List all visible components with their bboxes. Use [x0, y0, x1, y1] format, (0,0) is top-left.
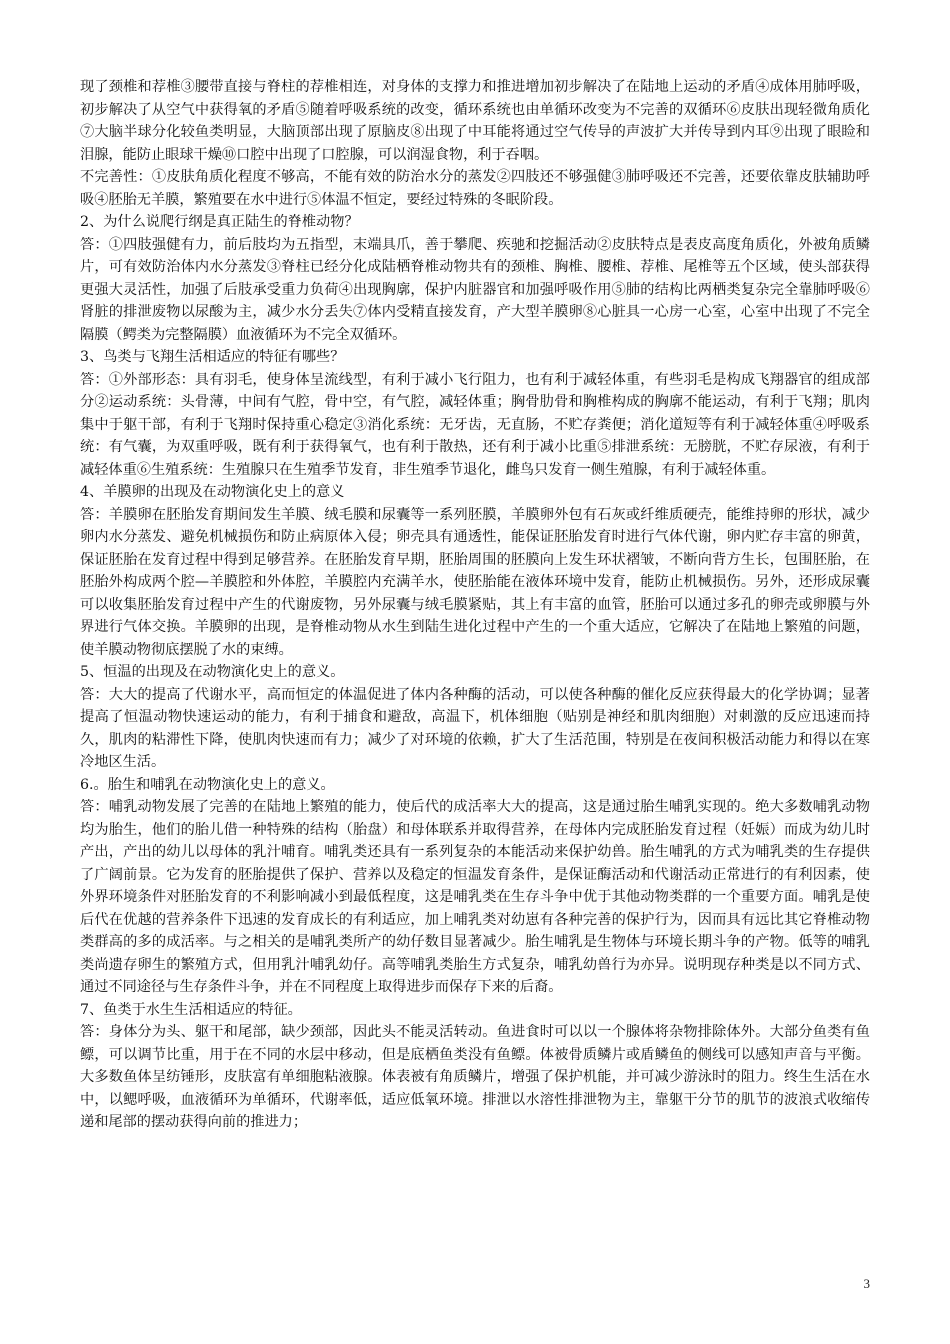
answer-3: 答：①外部形态：具有羽毛，使身体呈流线型，有利于减小飞行阻力，也有利于减轻体重，有些羽毛是构成飞翔器官的组成部分②运动系统：头骨薄，中间有气腔，骨中空，有气腔，减轻体重；胸骨肋骨和胸椎构成的胸廓不能运动，有利于飞翔；肌肉集中于躯干部，有利于飞翔时保持重心稳定③消化系统：无牙齿，无直肠，不贮存粪便；消化道短等有利于减轻体重④呼吸系统：有气囊，为双重呼吸，既有利于获得氧气，也有利于散热，还有利于减小比重⑤排泄系统：无膀胱，不贮存尿液，有利于减轻体重⑥生殖系统：生殖腺只在生殖季节发育，非生殖季节退化，雌鸟只发育一侧生殖腺，有利于减轻体重。: [80, 371, 870, 478]
paragraph-amphibian-imperfections: 不完善性：①皮肤角质化程度不够高，不能有效的防治水分的蒸发②四肢还不够强健③肺呼吸还不完善，还要依靠皮肤辅助呼吸④胚胎无羊膜，繁殖要在水中进行⑤体温不恒定，要经过特殊的冬眠阶段。: [80, 169, 870, 208]
answer-2: 答：①四肢强健有力，前后肢均为五指型，末端具爪，善于攀爬、疾驰和挖掘活动②皮肤特点是表皮高度角质化，外被角质鳞片，可有效防治体内水分蒸发③脊柱已经分化成陆栖脊椎动物共有的颈椎、胸椎、腰椎、荐椎、尾椎等五个区域，使头部获得更强大灵活性，加强了后肢承受重力负荷④出现胸廓，保护内脏器官和加强呼吸作用⑤肺的结构比两栖类复杂完全靠肺呼吸⑥肾脏的排泄废物以尿酸为主，减少水分丢失⑦体内受精直接发育，产大型羊膜卵⑧心脏具一心房一心室，心室中出现了不完全隔膜（鳄类为完整隔膜）血液循环为不完全双循环。: [80, 236, 870, 343]
question-6-heading: 6.。胎生和哺乳在动物演化史上的意义。: [80, 776, 335, 793]
paragraph-amphibian-features: 现了颈椎和荐椎③腰带直接与脊柱的荐椎相连，对身体的支撑力和推进增加初步解决了在陆地上运动的矛盾④成体用肺呼吸，初步解决了从空气中获得氧的矛盾⑤随着呼吸系统的改变，循环系统也由单循环改变为不完善的双循环⑥皮肤出现轻微角质化⑦大脑半球分化较鱼类明显，大脑顶部出现了原脑皮⑧出现了中耳能将通过空气传导的声波扩大并传导到内耳⑨出现了眼睑和泪腺，能防止眼球干燥⑩口腔中出现了口腔腺，可以润湿食物，利于吞咽。: [80, 79, 870, 163]
answer-7: 答：身体分为头、躯干和尾部，缺少颈部，因此头不能灵活转动。鱼进食时可以以一个腺体将杂物排除体外。大部分鱼类有鱼鳔，可以调节比重，用于在不同的水层中移动，但是底栖鱼类没有鱼鳔。体被骨质鳞片或盾鳞鱼的侧线可以感知声音与平衡。大多数鱼体呈纺锤形，皮肤富有单细胞粘液腺。体表被有角质鳞片，增强了保护机能，并可减少游泳时的阻力。终生生活在水中，以鳃呼吸，血液循环为单循环，代谢率低，适应低氧环境。排泄以水溶性排泄物为主，靠躯干分节的肌节的波浪式收缩传递和尾部的摆动获得向前的推进力；: [80, 1024, 870, 1130]
question-4-heading: 4、羊膜卵的出现及在动物演化史上的意义: [80, 484, 345, 500]
answer-4: 答：羊膜卵在胚胎发育期间发生羊膜、绒毛膜和尿囊等一系列胚膜，羊膜卵外包有石灰或纤维质硬壳，能维持卵的形状，减少卵内水分蒸发、避免机械损伤和防止病原体入侵；卵壳具有通透性，能保证胚胎发育时进行气体代谢，卵内贮存丰富的卵黄，保证胚胎在发育过程中得到足够营养。在胚胎发育早期，胚胎周围的胚膜向上发生环状褶皱，不断向背方生长，包围胚胎，在胚胎外构成两个腔—羊膜腔和外体腔，羊膜腔内充满羊水，使胚胎能在液体环境中发育，能防止机械损伤。另外，还形成尿囊可以收集胚胎发育过程中产生的代谢废物，另外尿囊与绒毛膜紧贴，其上有丰富的血管，胚胎可以通过多孔的卵壳或卵膜与外界进行气体交换。羊膜卵的出现，是脊椎动物从水生到陆生进化过程中产生的一个重大适应，它解决了在陆地上繁殖的问题，使羊膜动物彻底摆脱了水的束缚。: [80, 506, 870, 658]
answer-5: 答：大大的提高了代谢水平，高而恒定的体温促进了体内各种酶的活动，可以使各种酶的催化反应获得最大的化学协调；显著提高了恒温动物快速运动的能力，有利于捕食和避敌，高温下，机体细胞（贴别是神经和肌肉细胞）对刺激的反应迅速而持久，肌肉的粘滞性下降，使肌肉快速而有力；减少了对环境的依赖，扩大了生活范围，特别是在夜间积极活动能力和得以在寒冷地区生活。: [80, 686, 870, 770]
question-3-heading: 3、鸟类与飞翔生活相适应的特征有哪些？: [80, 349, 345, 365]
question-2-heading: 2、为什么说爬行纲是真正陆生的脊椎动物？: [80, 214, 359, 230]
question-7-heading: 7、鱼类于水生生活相适应的特征。: [80, 1001, 302, 1018]
document-body: [80, 76, 870, 1134]
answer-6: 答：哺乳动物发展了完善的在陆地上繁殖的能力，使后代的成活率大大的提高，这是通过胎生哺乳实现的。绝大多数哺乳动物均为胎生，他们的胎儿借一种特殊的结构（胎盘）和母体联系并取得营养，在母体内完成胚胎发育过程（妊娠）而成为幼儿时产出，产出的幼儿以母体的乳汁哺育。哺乳类还具有一系列复杂的本能活动来保护幼兽。胎生哺乳的方式为哺乳类的生存提供了广阔前景。它为发育的胚胎提供了保护、营养以及稳定的恒温发育条件，是保证酶活动和代谢活动正常进行的有利因素，使外界环境条件对胚胎发育的不利影响减小到最低程度，这是哺乳类在生存斗争中优于其他动物类群的一个重要方面。哺乳是使后代在优越的营养条件下迅速的发育成长的有利适应，加上哺乳类对幼崽有各种完善的保护行为，因而具有远比其它脊椎动物类群高的多的成活率。与之相关的是哺乳类所产的幼仔数目显著减少。胎生哺乳是生物体与环境长期斗争的产物。低等的哺乳类尚遗存卵生的繁殖方式，但用乳汁哺乳幼仔。高等哺乳类胎生方式复杂，哺乳幼兽行为亦异。说明现存种类是以不同方式、通过不同途径与生存条件斗争，并在不同程度上取得进步而保存下来的后裔。: [80, 799, 870, 995]
question-5-heading: 5、恒温的出现及在动物演化史上的意义。: [80, 664, 345, 680]
page-number: 3: [863, 1276, 870, 1291]
